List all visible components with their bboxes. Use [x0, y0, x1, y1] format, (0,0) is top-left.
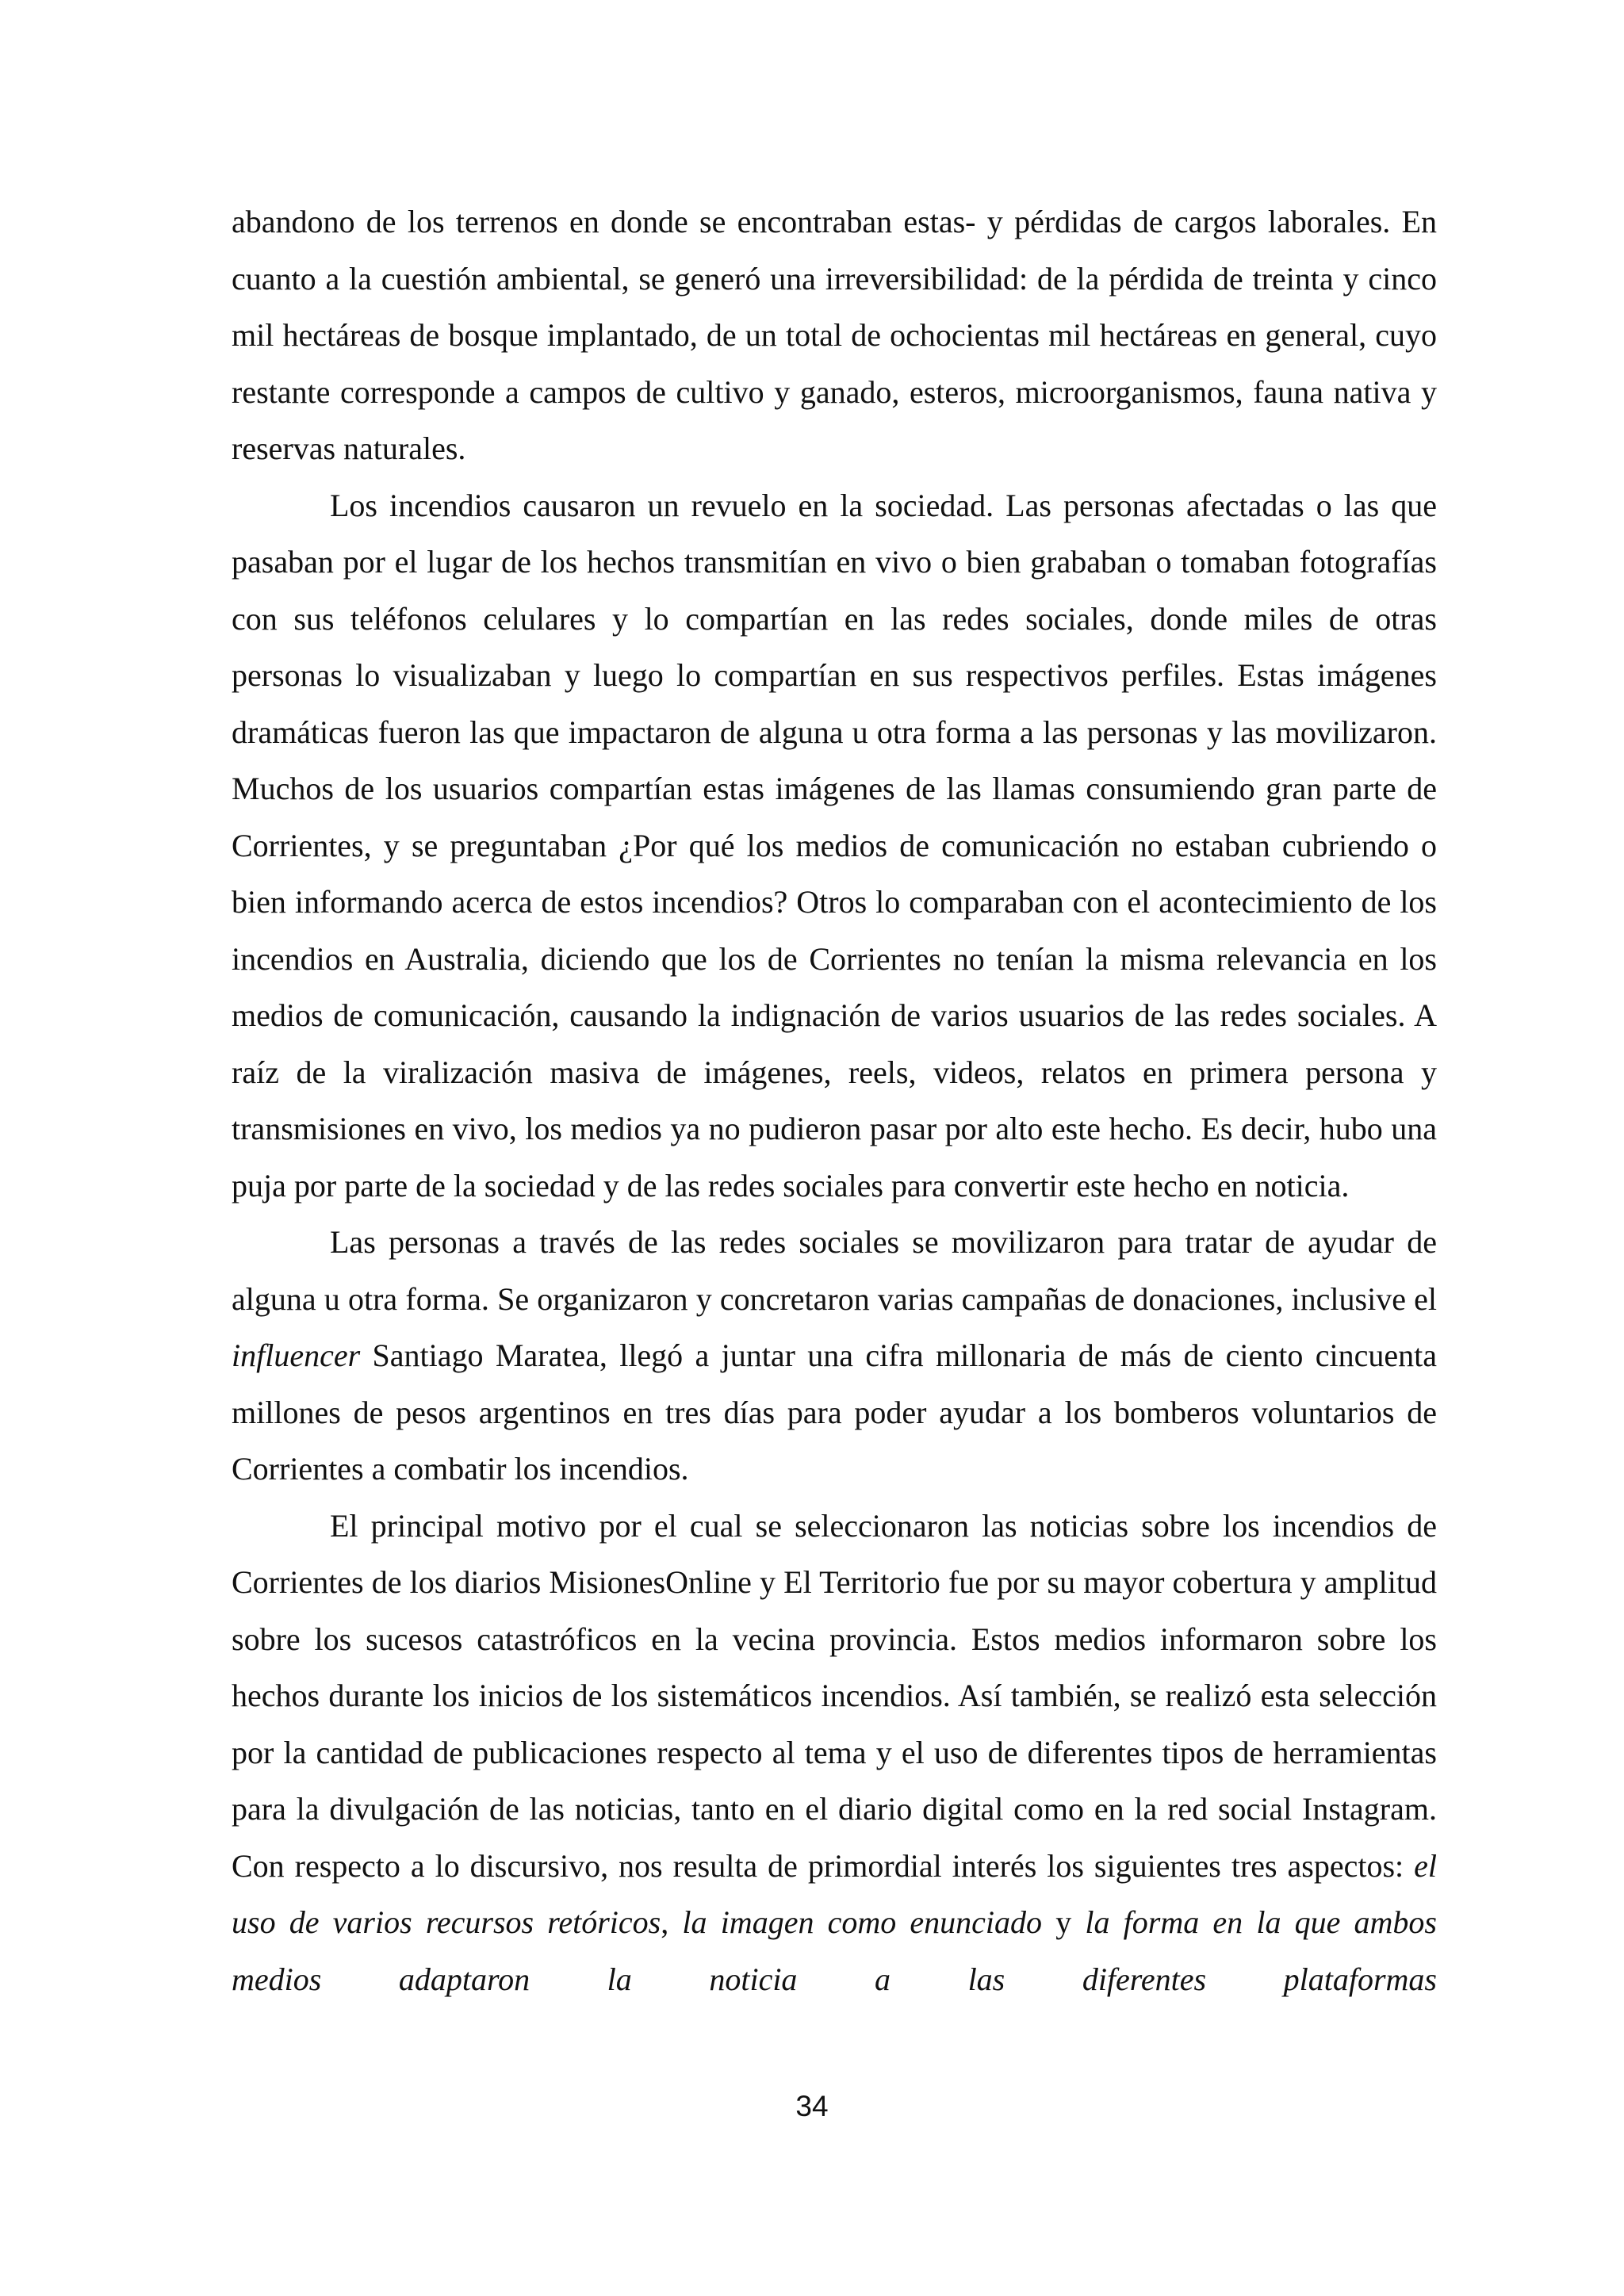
- paragraph-4-italic-aspect-3: la forma en la que ambos medios adaptaron la noticia a las diferentes plataformas: [232, 1904, 1437, 1997]
- paragraph-4-italic-aspect-1: el uso de varios recursos retóricos: [232, 1847, 1437, 1940]
- paragraph-3-text-a: Las personas a través de las redes sociales se movilizaron para tratar de ayudar de alguna u otra forma. Se organizaron y concretaron varias campañas de donaciones, inclusive el: [232, 1224, 1437, 1317]
- paragraph-1: abandono de los terrenos en donde se encontraban estas- y pérdidas de cargos laborales. En cuanto a la cuestión ambiental, se generó una irreversibilidad: de la pérdida de treinta y cinco mil hectáreas de bosque implantado, de un total de ochocientas mil hectáreas en general, cuyo restante corresponde a campos de cultivo y ganado, esteros, microorganismos, fauna nativa y reservas naturales.: [232, 204, 1437, 466]
- page-number: 34: [795, 2090, 829, 2122]
- paragraph-3-text-b: Santiago Maratea, llegó a juntar una cifra millonaria de más de ciento cincuenta millones de pesos argentinos en tres días para poder ayudar a los bomberos voluntarios de Corrientes a combatir los incendios.: [232, 1337, 1437, 1487]
- paragraph-3-italic-term: influencer: [232, 1337, 361, 1373]
- paragraph-4-separator-1: ,: [661, 1904, 683, 1940]
- paragraph-2: Los incendios causaron un revuelo en la sociedad. Las personas afectadas o las que pasaban por el lugar de los hechos transmitían en vivo o bien grababan o tomaban fotografías con sus teléfonos celulares y lo compartían en las redes sociales, donde miles de otras personas lo visualizaban y luego lo compartían en sus respectivos perfiles. Estas imágenes dramáticas fueron las que impactaron de alguna u otra forma a las personas y las movilizaron. Muchos de los usuarios compartían estas imágenes de las llamas consumiendo gran parte de Corrientes, y se preguntaban ¿Por qué los medios de comunicación no estaban cubriendo o bien informando acerca de estos incendios? Otros lo comparaban con el acontecimiento de los incendios en Australia, diciendo que los de Corrientes no tenían la misma relevancia en los medios de comunicación, causando la indignación de varios usuarios de las redes sociales. A raíz de la viralización masiva de imágenes, reels, videos, relatos en primera persona y transmisiones en vivo, los medios ya no pudieron pasar por alto este hecho. Es decir, hubo una puja por parte de la sociedad y de las redes sociales para convertir este hecho en noticia.: [232, 487, 1437, 1203]
- paragraph-4: [232, 1498, 1437, 2008]
- document-body: [232, 193, 1437, 2007]
- paragraph-4-text-a: El principal motivo por el cual se seleccionaron las noticias sobre los incendios de Corrientes de los diarios MisionesOnline y El Territorio fue por su mayor cobertura y amplitud sobre los sucesos catastróficos en la vecina provincia. Estos medios informaron sobre los hechos durante los inicios de los sistemáticos incendios. Así también, se realizó esta selección por la cantidad de publicaciones respecto al tema y el uso de diferentes tipos de herramientas para la divulgación de las noticias, tanto en el diario digital como en la red social Instagram. Con respecto a lo discursivo, nos resulta de primordial interés los siguientes tres aspectos:: [232, 1507, 1437, 1884]
- paragraph-4-italic-aspect-2: la imagen como enunciado: [682, 1904, 1043, 1940]
- paragraph-4-separator-2: y: [1042, 1904, 1086, 1940]
- paragraph-3: [232, 1214, 1437, 1498]
